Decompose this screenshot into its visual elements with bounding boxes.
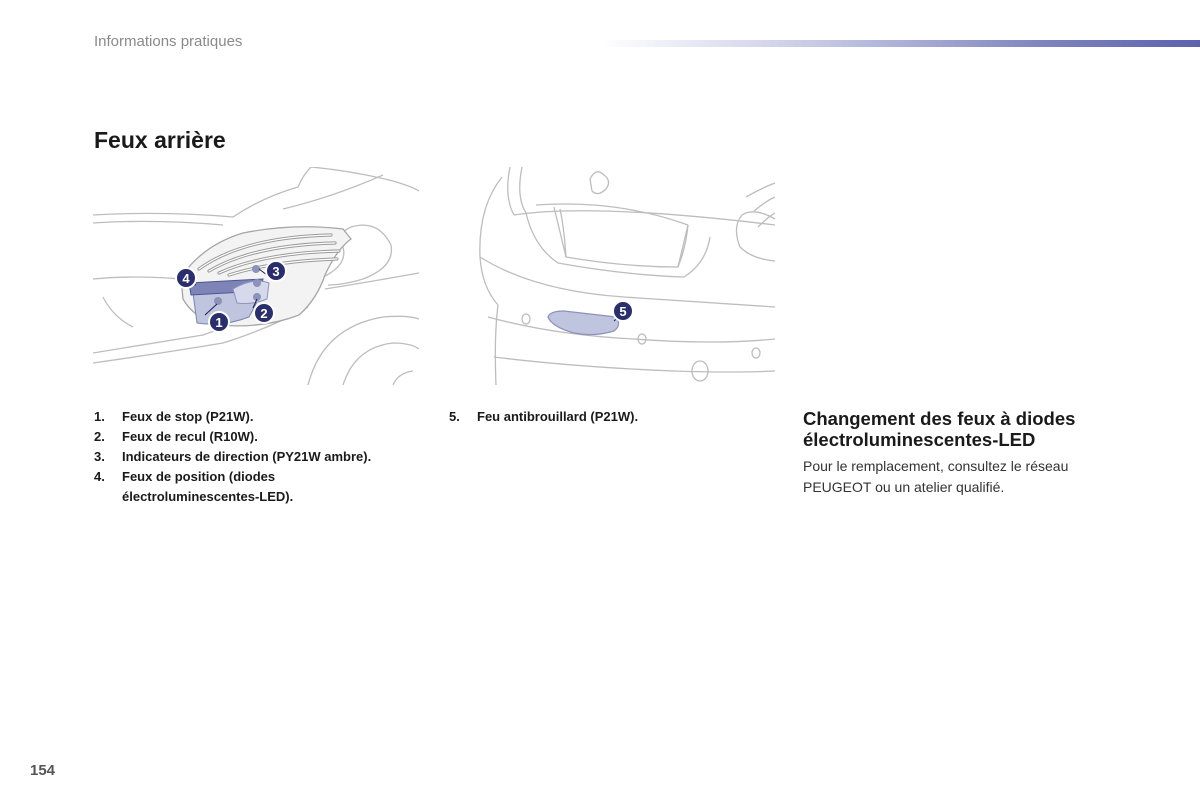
svg-text:5: 5 xyxy=(619,304,627,319)
rear-light-drawing xyxy=(93,167,419,385)
legend-text: Indicateurs de direction (PY21W ambre). xyxy=(122,449,372,464)
legend-item xyxy=(94,407,439,427)
legend-text: Feu antibrouillard (P21W). xyxy=(477,409,639,424)
legend-item xyxy=(94,467,439,507)
callout-badge-2 xyxy=(254,303,274,323)
led-section-title: Changement des feux à diodes électroluminescentes-LED xyxy=(803,408,1076,450)
callout-badge-1 xyxy=(209,312,229,332)
legend-number: 3. xyxy=(94,449,105,464)
svg-text:1: 1 xyxy=(215,315,223,330)
running-header: Informations pratiques xyxy=(94,33,243,50)
legend-list-right xyxy=(449,407,749,427)
svg-text:2: 2 xyxy=(260,306,268,321)
legend-item xyxy=(94,427,439,447)
svg-text:4: 4 xyxy=(182,271,190,286)
svg-text:3: 3 xyxy=(272,264,280,279)
page-title: Feux arrière xyxy=(94,127,226,153)
legend-list-left xyxy=(94,407,439,507)
fog-lamp-illustration xyxy=(474,167,775,385)
legend-item xyxy=(94,447,439,467)
legend-text: Feux de position (diodes électroluminescentes-LED). xyxy=(122,469,294,504)
legend-number: 1. xyxy=(94,409,105,424)
legend-text: Feux de recul (R10W). xyxy=(122,429,258,444)
header-accent-bar xyxy=(600,40,1200,47)
callout-badge-3 xyxy=(266,261,286,281)
legend-number: 2. xyxy=(94,429,105,444)
legend-number: 5. xyxy=(449,409,460,424)
legend-item xyxy=(449,407,749,427)
legend-text: Feux de stop (P21W). xyxy=(122,409,254,424)
callout-badge-4 xyxy=(176,268,196,288)
callout-badge-5 xyxy=(613,301,633,321)
legend-number: 4. xyxy=(94,469,105,484)
page-number: 154 xyxy=(30,762,56,779)
rear-light-illustration xyxy=(93,167,419,385)
fog-lamp-drawing xyxy=(474,167,775,385)
led-section-body: Pour le remplacement, consultez le réseau PEUGEOT ou un atelier qualifié. xyxy=(803,458,1069,495)
